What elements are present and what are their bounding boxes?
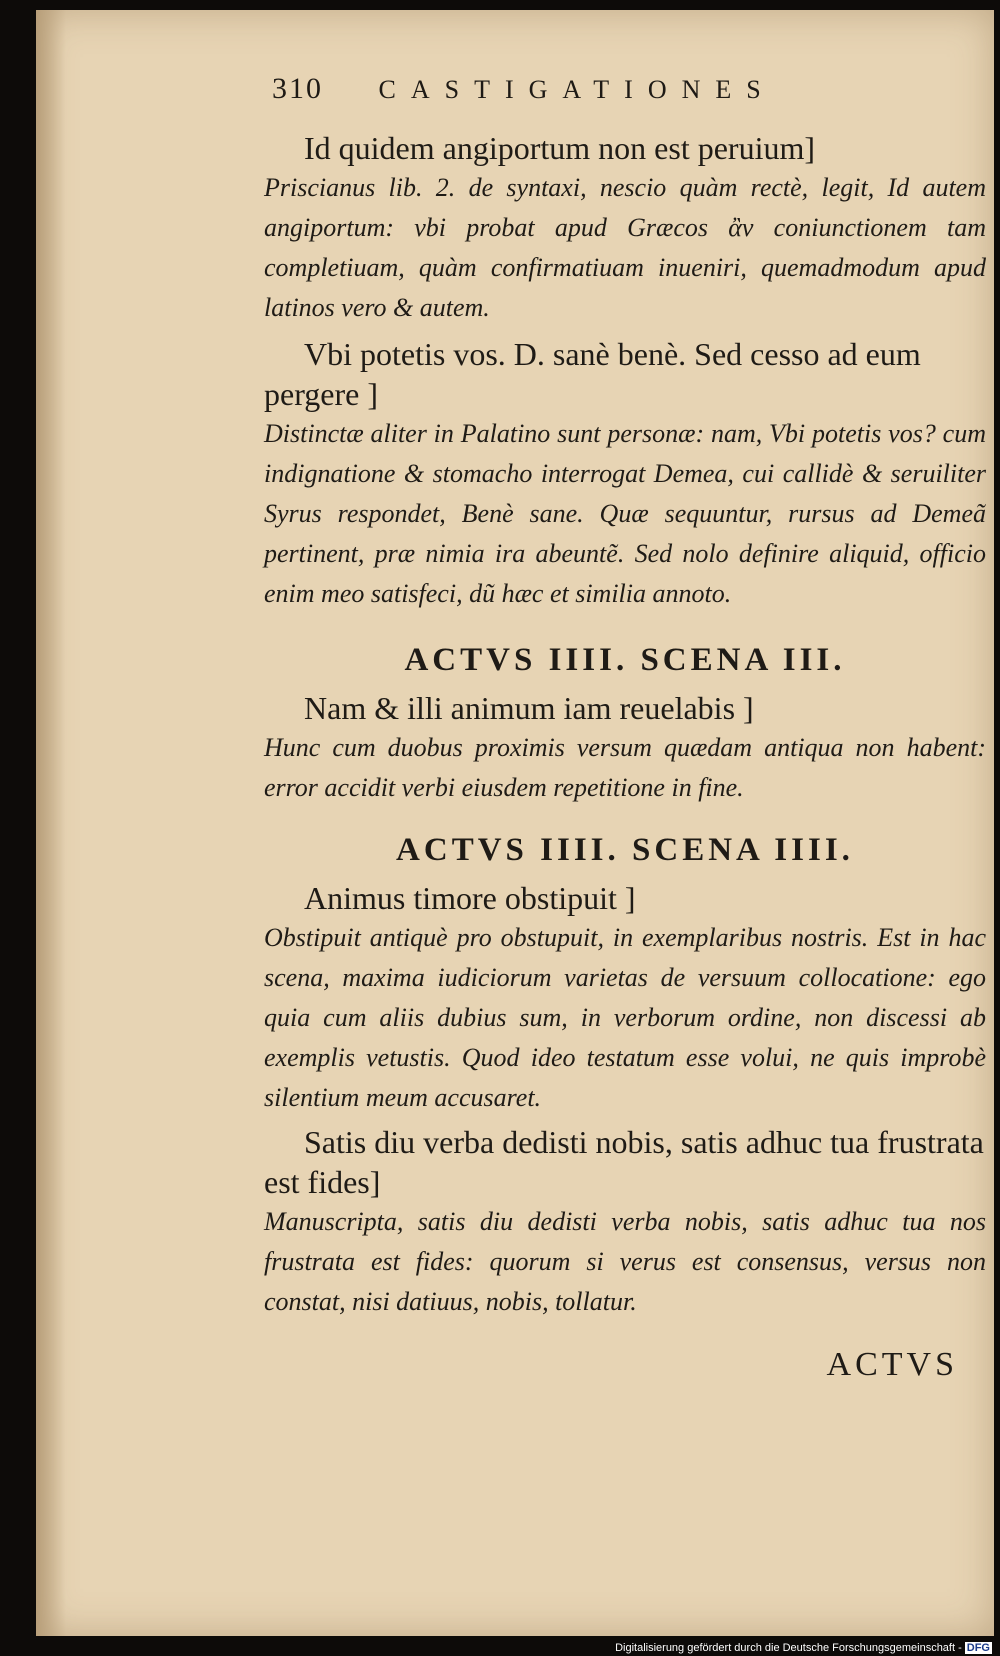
lemma-text: Animus timore obstipuit ]	[304, 880, 636, 916]
commentary-paragraph	[264, 1122, 986, 1322]
commentary-paragraph	[264, 688, 986, 808]
note-text: Distinctæ aliter in Palatino sunt personæ: nam, Vbi potetis vos? cum indignatione & stomacho interrogat Demea, cui callidè & seruiliter Syrus respondet, Benè sane. Quæ sequuntur, rursus ad Demeã pertinent, præ nimia ira abeuntẽ. Sed nolo definire aliquid, officio enim meo satisfeci, dũ hæc et similia annoto.	[264, 419, 986, 608]
note-text: Manuscripta, satis diu dedisti verba nobis, satis adhuc tua nos frustrata est fides: quorum si verus est consensus, versus non constat, nisi datiuus, nobis, tollatur.	[264, 1207, 986, 1316]
page-body	[264, 128, 986, 1322]
digitization-footer	[615, 1642, 992, 1654]
note-text: Obstipuit antiquè pro obstupuit, in exemplaribus nostris. Est in hac scena, maxima iudiciorum varietas de versuum collocatione: ego quia cum aliis dubius sum, in verborum ordine, non discessi ab exemplis vetustis. Quod ideo testatum esse volui, ne quis improbè silentium meum accusaret.	[264, 923, 986, 1112]
commentary-paragraph	[264, 128, 986, 328]
note-text: Hunc cum duobus proximis versum quædam antiqua non habent: error accidit verbi eiusdem repetitione in fine.	[264, 733, 986, 802]
dfg-logo: DFG	[966, 1642, 990, 1654]
lemma-text: Vbi potetis vos. D. sanè benè. Sed cesso ad eum pergere ]	[264, 336, 921, 412]
running-title: CASTIGATIONES	[378, 75, 776, 104]
running-header	[272, 72, 912, 106]
page-gutter-shadow	[36, 10, 66, 1636]
page-number: 310	[272, 72, 323, 105]
footer-text: Digitalisierung gefördert durch die Deutsche Forschungsgemeinschaft -	[615, 1642, 962, 1654]
section-heading: ACTVS IIII. SCENA III.	[404, 642, 846, 678]
commentary-paragraph	[264, 334, 986, 614]
lemma-text: Satis diu verba dedisti nobis, satis adhuc tua frustrata est fides]	[264, 1124, 984, 1200]
note-text: Priscianus lib. 2. de syntaxi, nescio quàm rectè, legit, Id autem angiportum: vbi probat apud Græcos ἂν coniunctionem tam completiuam, quàm confirmatiuam inueniri, quemadmodum apud latinos vero & autem.	[264, 173, 986, 322]
commentary-paragraph	[264, 878, 986, 1118]
section-heading: ACTVS IIII. SCENA IIII.	[396, 832, 854, 868]
catchword: ACTVS	[826, 1346, 958, 1383]
book-page	[36, 10, 994, 1636]
lemma-text: Id quidem angiportum non est peruium]	[304, 130, 816, 166]
lemma-text: Nam & illi animum iam reuelabis ]	[304, 690, 754, 726]
